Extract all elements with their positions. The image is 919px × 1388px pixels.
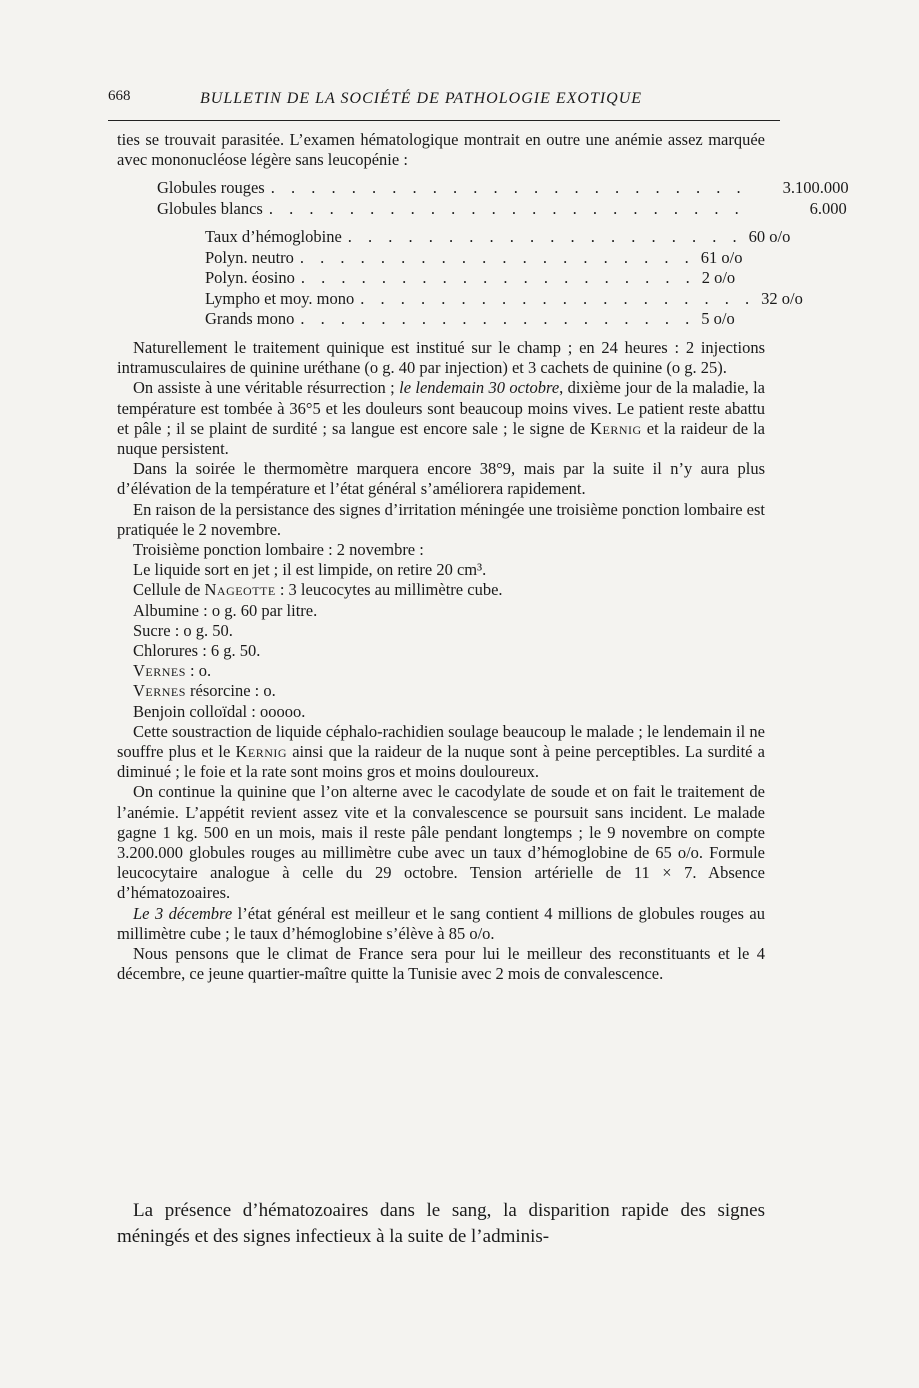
leader-dots: . . . . . . . . . . . . . . . . . . . . (300, 309, 696, 329)
header-rule (108, 120, 780, 121)
text-run: Cette soustraction de liquide céphalo-rachidien soulage beaucoup le malade ; le lendemain il ne souffre plus et le (117, 721, 765, 761)
table-row (205, 309, 765, 330)
lab-line: Sucre : o g. 50. (133, 620, 233, 640)
table-row (205, 248, 765, 269)
table-row (205, 227, 791, 248)
row-label: Globules rouges (157, 178, 265, 198)
row-label: Lympho et moy. mono (205, 288, 355, 308)
text-run: Cellule de (133, 580, 205, 600)
paragraph-treatment: Naturellement le traitement quinique est institué sur le champ ; en 24 heures : 2 injections intramusculaires de quinine uréthane (o g. 40 par injection) et 3 cachets de quinine (o g. 25). (117, 337, 765, 378)
italic-date: le lendemain 30 octobre (399, 378, 560, 398)
table-row (157, 198, 847, 220)
row-value: 60 o/o (748, 227, 791, 247)
running-title: BULLETIN DE LA SOCIÉTÉ DE PATHOLOGIE EXOTIQUE (200, 90, 643, 107)
text-run: On assiste à une véritable résurrection ; (133, 378, 400, 398)
paragraph-resurrection (117, 378, 765, 459)
lab-line: Le liquide sort en jet ; il est limpide, on retire 20 cm³. (133, 560, 487, 580)
paragraph-relief (117, 722, 765, 783)
paragraph-evening: Dans la soirée le thermomètre marquera encore 38°9, mais par la suite il n’y aura plus d’élévation de la température et l’état général s’améliorera rapidement. (117, 459, 765, 499)
paragraph-departure: Nous pensons que le climat de France sera pour lui le meilleur des reconstituants et le 4 décembre, ce jeune quartier-maître quitte la Tunisie avec 2 mois de convalescence. (117, 944, 765, 984)
lab-line (117, 681, 765, 701)
name-vernes: Vernes (133, 681, 186, 701)
leader-dots: . . . . . . . . . . . . . . . . . . . . . . . . (270, 178, 747, 198)
text-run: l’état général est meilleur et le sang contient 4 millions de globules rouges au millimètre cube ; le taux d’hémoglobine s’élève à 85 o/o. (117, 903, 765, 943)
paragraph-discussion: La présence d’hématozoaires dans le sang, la disparition rapide des signes méningés et des signes infectieux à la suite de l’adminis- (117, 1200, 765, 1247)
lab-line: Troisième ponction lombaire : 2 novembre : (133, 539, 424, 559)
name-vernes: Vernes (133, 661, 186, 681)
text-run: : 3 leucocytes au millimètre cube. (275, 580, 503, 600)
paragraph-third-puncture: En raison de la persistance des signes d’irritation méningée une troisième ponction lombaire est pratiquée le 2 novembre. (117, 499, 765, 539)
text-run: : o. (185, 661, 212, 681)
italic-date: Le 3 décembre (133, 903, 233, 923)
lab-line: Benjoin colloïdal : ooooo. (133, 701, 306, 721)
row-value: 2 o/o (701, 268, 736, 288)
row-label: Taux d’hémoglobine (205, 227, 342, 247)
text-run: , dixième jour de la maladie, la température est tombée à 36°5 et les douleurs sont beaucoup moins vives. Le patient reste abattu et pâle ; il se plaint de surdité ; sa langue est encore sale ; le signe de (117, 378, 766, 438)
intro-paragraph: ties se trouvait parasitée. L’examen hématologique montrait en outre une anémie assez marquée avec mononucléose légère sans leucopénie : (117, 130, 765, 170)
row-label: Grands mono (205, 309, 295, 329)
lab-line (117, 580, 765, 600)
row-value: 5 o/o (701, 309, 735, 329)
leader-dots: . . . . . . . . . . . . . . . . . . . . . . . . (268, 198, 745, 218)
leader-dots: . . . . . . . . . . . . . . . . . . . . (299, 247, 695, 267)
text-run: résorcine : o. (185, 681, 276, 701)
leader-dots: . . . . . . . . . . . . . . . . . . . . (347, 227, 743, 247)
paragraph-december (117, 904, 765, 944)
name-nageotte: Nageotte (204, 580, 276, 600)
row-label: Polyn. neutro (205, 247, 294, 267)
row-value: 3.100.000 (782, 178, 849, 198)
name-kernig: Kernig (235, 741, 288, 761)
lab-line: Albumine : o g. 60 par litre. (133, 600, 318, 620)
leader-dots: . . . . . . . . . . . . . . . . . . . . (360, 288, 756, 308)
page-header (108, 80, 780, 110)
row-label: Polyn. éosino (205, 268, 295, 288)
blood-count-table (117, 178, 849, 219)
body-text (117, 130, 849, 984)
table-row (205, 268, 765, 289)
table-row (157, 178, 849, 199)
lab-line (117, 661, 765, 681)
leucocyte-formula-table (117, 227, 803, 330)
paragraph-convalescence: On continue la quinine que l’on alterne avec le cacodylate de soude et on fait le traitement de l’anémie. L’appétit revient assez vite et la convalescence se poursuit sans incident. Le malade gagne 1 kg. 500 en un mois, mais il reste pâle pendant longtemps ; le 9 novembre on compte 3.200.000 globules rouges au millimètre cube avec un taux d’hémoglobine de 65 o/o. Formule leucocytaire analogue à celle du 29 octobre. Tension artérielle de 11 × 7. Absence d’hématozoaires. (117, 782, 765, 903)
text-run: et la raideur de la nuque persistent. (117, 418, 765, 458)
discussion-text (117, 1198, 765, 1250)
name-kernig: Kernig (590, 418, 642, 438)
row-label: Globules blancs (157, 198, 263, 218)
row-value: 61 o/o (700, 247, 743, 267)
leader-dots: . . . . . . . . . . . . . . . . . . . . (300, 268, 696, 288)
lab-line: Chlorures : 6 g. 50. (133, 640, 261, 660)
page-number: 668 (108, 88, 131, 104)
text-run: ainsi que la raideur de la nuque sont à peine perceptibles. La surdité a diminué ; le foie et la rate sont moins gros et moins douloureux. (117, 741, 765, 782)
row-value: 6.000 (809, 198, 847, 218)
table-row (205, 288, 803, 310)
row-value: 32 o/o (761, 288, 803, 308)
